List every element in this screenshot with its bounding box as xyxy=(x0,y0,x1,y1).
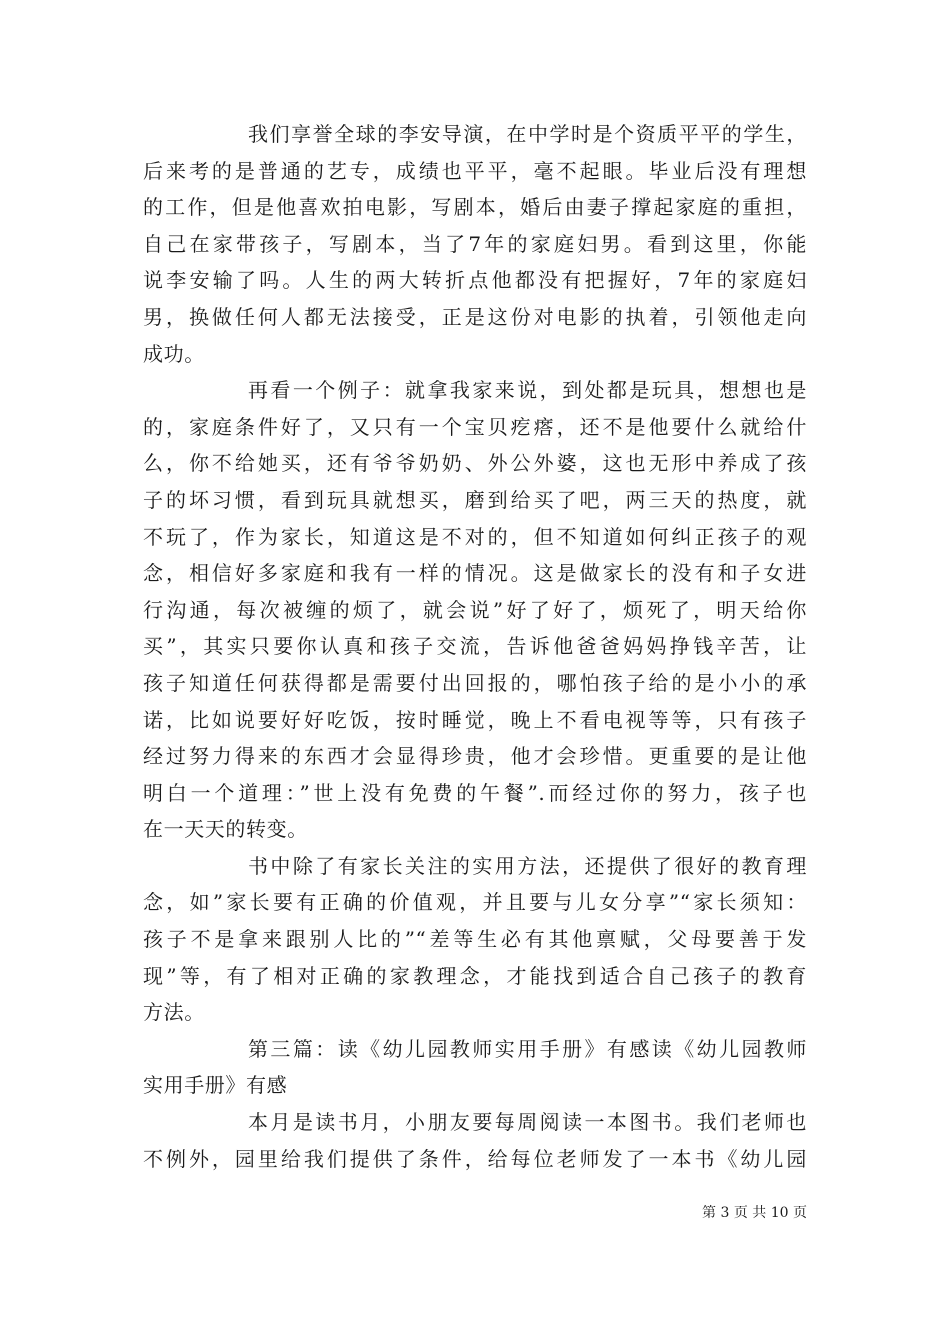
paragraph-line: 说李安输了吗。人生的两大转折点他都没有把握好，7年的家庭妇 xyxy=(143,268,807,293)
paragraph-line: 经过努力得来的东西才会显得珍贵，他才会珍惜。更重要的是让他 xyxy=(143,744,807,769)
paragraph-line: 念，如”家长要有正确的价值观，并且要与儿女分享”“家长须知： xyxy=(143,890,807,915)
paragraph-line: 成功。 xyxy=(143,341,205,366)
paragraph-line: 明白一个道理：”世上没有免费的午餐”.而经过你的努力，孩子也 xyxy=(143,780,807,805)
paragraph-line: 在一天天的转变。 xyxy=(143,817,308,842)
paragraph-line: 书中除了有家长关注的实用方法，还提供了很好的教育理 xyxy=(248,853,807,878)
paragraph-line: 孩子知道任何获得都是需要付出回报的，哪怕孩子给的是小小的承 xyxy=(143,670,807,695)
paragraph-line: 不例外，园里给我们提供了条件，给每位老师发了一本书《幼儿园 xyxy=(143,1146,807,1171)
paragraph-line: 孩子不是拿来跟别人比的”“差等生必有其他禀赋，父母要善于发 xyxy=(143,927,807,952)
paragraph-line: 诺，比如说要好好吃饭，按时睡觉，晚上不看电视等等，只有孩子 xyxy=(143,707,807,732)
paragraph-line: 的，家庭条件好了，又只有一个宝贝疙瘩，还不是他要什么就给什 xyxy=(143,414,807,439)
paragraph-line: 买”，其实只要你认真和孩子交流，告诉他爸爸妈妈挣钱辛苦，让 xyxy=(143,634,807,659)
paragraph-line: 么，你不给她买，还有爷爷奶奶、外公外婆，这也无形中养成了孩 xyxy=(143,451,807,476)
paragraph-line: 的工作，但是他喜欢拍电影，写剧本，婚后由妻子撑起家庭的重担， xyxy=(143,195,807,220)
paragraph-line: 我们享誉全球的李安导演，在中学时是个资质平平的学生， xyxy=(248,122,807,146)
paragraph-line: 自己在家带孩子，写剧本，当了7年的家庭妇男。看到这里，你能 xyxy=(143,231,807,256)
section-heading-line: 第三篇：读《幼儿园教师实用手册》有感读《幼儿园教师 xyxy=(248,1036,807,1061)
paragraph-line: 本月是读书月，小朋友要每周阅读一本图书。我们老师也 xyxy=(248,1110,807,1135)
paragraph-line: 子的坏习惯，看到玩具就想买，磨到给买了吧，两三天的热度，就 xyxy=(143,487,807,512)
paragraph-line: 行沟通，每次被缠的烦了，就会说”好了好了，烦死了，明天给你 xyxy=(143,597,807,622)
body-text xyxy=(143,116,807,1177)
paragraph-line: 念，相信好多家庭和我有一样的情况。这是做家长的没有和子女进 xyxy=(143,561,807,586)
paragraph-line: 方法。 xyxy=(143,1000,205,1025)
paragraph-line: 后来考的是普通的艺专，成绩也平平，毫不起眼。毕业后没有理想 xyxy=(143,158,807,183)
paragraph-line: 现”等，有了相对正确的家教理念，才能找到适合自己孩子的教育 xyxy=(143,963,807,988)
page-number-footer: 第 3 页 共 10 页 xyxy=(702,1205,807,1221)
section-heading-line: 实用手册》有感 xyxy=(143,1073,288,1098)
paragraph-line: 男，换做任何人都无法接受，正是这份对电影的执着，引领他走向 xyxy=(143,304,807,329)
paragraph-line: 再看一个例子：就拿我家来说，到处都是玩具，想想也是 xyxy=(248,378,807,403)
paragraph-line: 不玩了，作为家长，知道这是不对的，但不知道如何纠正孩子的观 xyxy=(143,524,807,549)
